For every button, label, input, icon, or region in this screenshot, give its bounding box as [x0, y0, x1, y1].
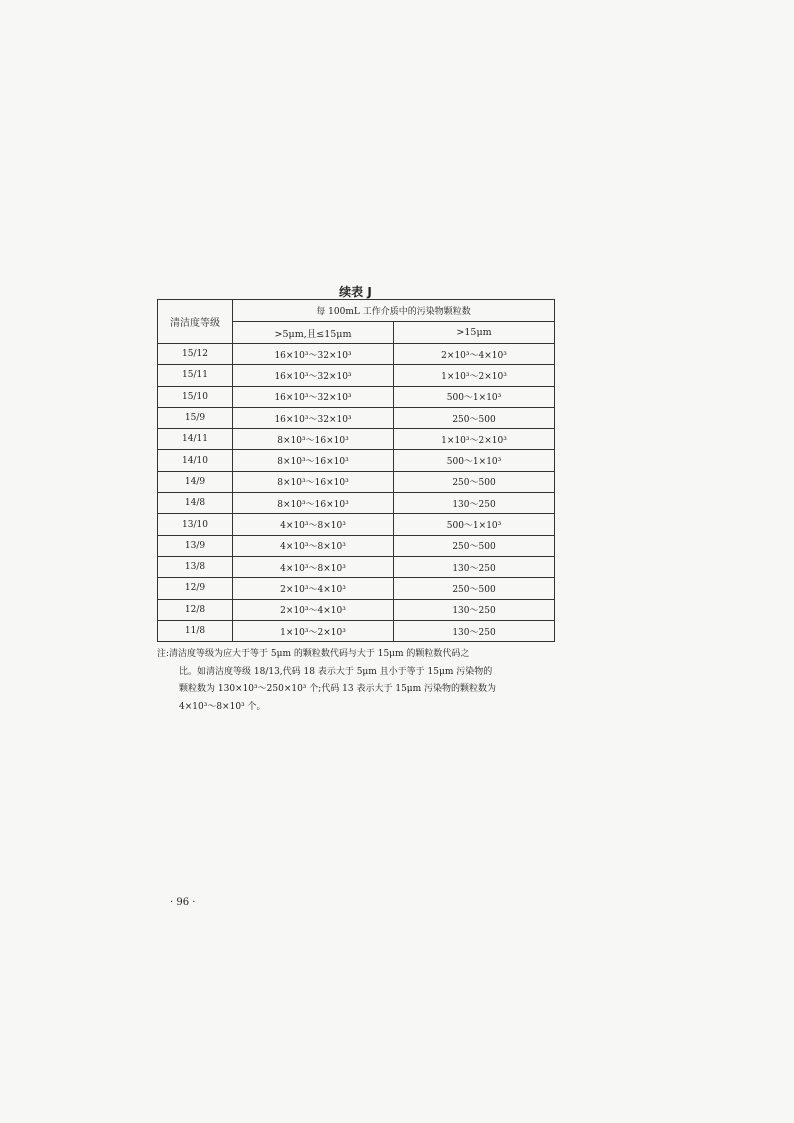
- cell-grade: 15/9: [158, 407, 233, 428]
- cell-count-5-15um: 8×10³～16×10³: [233, 493, 394, 514]
- table-note: [157, 646, 562, 716]
- cell-count-over-15um: 250～500: [394, 535, 555, 556]
- cell-count-over-15um: 1×10³～2×10³: [394, 429, 555, 450]
- cell-grade: 15/10: [158, 386, 233, 407]
- table-row: [158, 471, 555, 492]
- cell-count-5-15um: 2×10³～4×10³: [233, 599, 394, 620]
- table-row: [158, 365, 555, 386]
- cell-grade: 14/8: [158, 493, 233, 514]
- table-row: [158, 493, 555, 514]
- table-row: [158, 386, 555, 407]
- cell-count-5-15um: 16×10³～32×10³: [233, 344, 394, 365]
- cell-count-5-15um: 4×10³～8×10³: [233, 556, 394, 577]
- cell-count-5-15um: 8×10³～16×10³: [233, 471, 394, 492]
- note-line: 比。如清洁度等级 18/13,代码 18 表示大于 5μm 且小于等于 15μm 污染物的: [179, 666, 493, 677]
- cell-grade: 15/11: [158, 365, 233, 386]
- cell-count-over-15um: 250～500: [394, 578, 555, 599]
- cell-grade: 12/9: [158, 578, 233, 599]
- grade-column-header: 清洁度等级: [158, 300, 233, 344]
- cell-count-over-15um: 500～1×10³: [394, 386, 555, 407]
- table-row: [158, 556, 555, 577]
- particle-count-group-header: 每 100mL 工作介质中的污染物颗粒数: [233, 300, 555, 322]
- note-line: 颗粒数为 130×10³～250×10³ 个;代码 13 表示大于 15μm 污染物的颗粒数为: [179, 684, 497, 694]
- cell-grade: 11/8: [158, 620, 233, 641]
- cell-grade: 14/11: [158, 429, 233, 450]
- cell-count-5-15um: 2×10³～4×10³: [233, 578, 394, 599]
- table-row: [158, 344, 555, 365]
- cell-grade: 13/8: [158, 556, 233, 577]
- page-number: · 96 ·: [170, 897, 196, 908]
- cell-grade: 14/9: [158, 471, 233, 492]
- cell-count-over-15um: 130～250: [394, 493, 555, 514]
- table-row: [158, 599, 555, 620]
- cell-count-over-15um: 250～500: [394, 407, 555, 428]
- cell-count-5-15um: 1×10³～2×10³: [233, 620, 394, 641]
- table-row: [158, 620, 555, 641]
- cell-count-5-15um: 4×10³～8×10³: [233, 535, 394, 556]
- cell-grade: 12/8: [158, 599, 233, 620]
- table-row: [158, 514, 555, 535]
- cell-count-over-15um: 130～250: [394, 599, 555, 620]
- note-line: 注:清洁度等级为应大于等于 5μm 的颗粒数代码与大于 15μm 的颗粒数代码之: [157, 649, 470, 659]
- cell-count-5-15um: 8×10³～16×10³: [233, 429, 394, 450]
- cell-grade: 15/12: [158, 344, 233, 365]
- cell-count-over-15um: 1×10³～2×10³: [394, 365, 555, 386]
- cell-count-over-15um: 500～1×10³: [394, 450, 555, 471]
- cell-count-5-15um: 8×10³～16×10³: [233, 450, 394, 471]
- cell-grade: 13/10: [158, 514, 233, 535]
- table-header-row: [158, 300, 555, 322]
- cell-count-5-15um: 16×10³～32×10³: [233, 365, 394, 386]
- table-row: [158, 429, 555, 450]
- table-title: 续表 J: [339, 285, 372, 299]
- table-row: [158, 535, 555, 556]
- cell-count-over-15um: 250～500: [394, 471, 555, 492]
- cell-grade: 13/9: [158, 535, 233, 556]
- table-row: [158, 407, 555, 428]
- col-header-5-15um: >5μm,且≤15μm: [233, 322, 394, 344]
- cell-count-over-15um: 500～1×10³: [394, 514, 555, 535]
- cell-count-over-15um: 130～250: [394, 620, 555, 641]
- cell-count-over-15um: 130～250: [394, 556, 555, 577]
- cell-count-5-15um: 16×10³～32×10³: [233, 386, 394, 407]
- table-row: [158, 578, 555, 599]
- cell-count-5-15um: 16×10³～32×10³: [233, 407, 394, 428]
- cell-count-over-15um: 2×10³～4×10³: [394, 344, 555, 365]
- cleanliness-table: [157, 299, 555, 642]
- note-line: 4×10³～8×10³ 个。: [179, 701, 266, 712]
- table-row: [158, 450, 555, 471]
- col-header-over-15um: >15μm: [394, 322, 555, 344]
- cell-grade: 14/10: [158, 450, 233, 471]
- cell-count-5-15um: 4×10³～8×10³: [233, 514, 394, 535]
